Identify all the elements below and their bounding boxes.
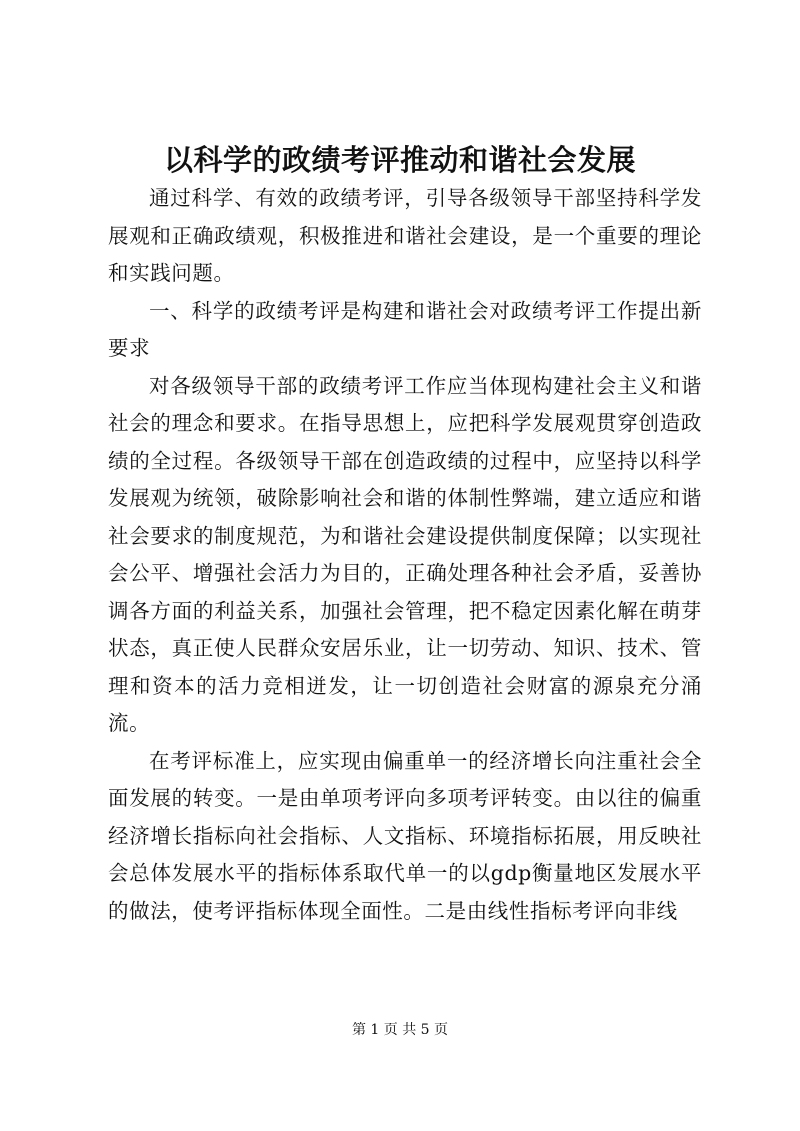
paragraph-intro: 通过科学、有效的政绩考评，引导各级领导干部坚持科学发展观和正确政绩观，积极推进和谐社会建设，是一个重要的理论和实践问题。 [108, 186, 702, 285]
paragraph-guiding-ideology: 对各级领导干部的政绩考评工作应当体现构建社会主义和谐社会的理念和要求。在指导思想上，应把科学发展观贯穿创造政绩的全过程。各级领导干部在创造政绩的过程中，应坚持以科学发展观为统领，破除影响社会和谐的体制性弊端，建立适应和谐社会要求的制度规范，为和谐社会建设提供制度保障；以实现社会公平、增强社会活力为目的，正确处理各种社会矛盾，妥善协调各方面的利益关系，加强社会管理，把不稳定因素化解在萌芽状态，真正使人民群众安居乐业，让一切劳动、知识、技术、管理和资本的活力竞相迸发，让一切创造社会财富的源泉充分涌流。 [108, 373, 702, 735]
document-title: 以科学的政绩考评推动和谐社会发展 [163, 143, 636, 177]
page-number-footer: 第 1 页 共 5 页 [351, 1022, 449, 1038]
document-body [108, 180, 702, 930]
paragraph-evaluation-standard: 在考评标准上，应实现由偏重单一的经济增长向注重社会全面发展的转变。一是由单项考评向多项考评转变。由以往的偏重经济增长指标向社会指标、人文指标、环境指标拓展，用反映社会总体发展水平的指标体系取代单一的以gdp衡量地区发展水平的做法，使考评指标体现全面性。二是由线性指标考评向非线 [108, 748, 702, 923]
section-heading-1: 一、科学的政绩考评是构建和谐社会对政绩考评工作提出新要求 [108, 298, 702, 360]
